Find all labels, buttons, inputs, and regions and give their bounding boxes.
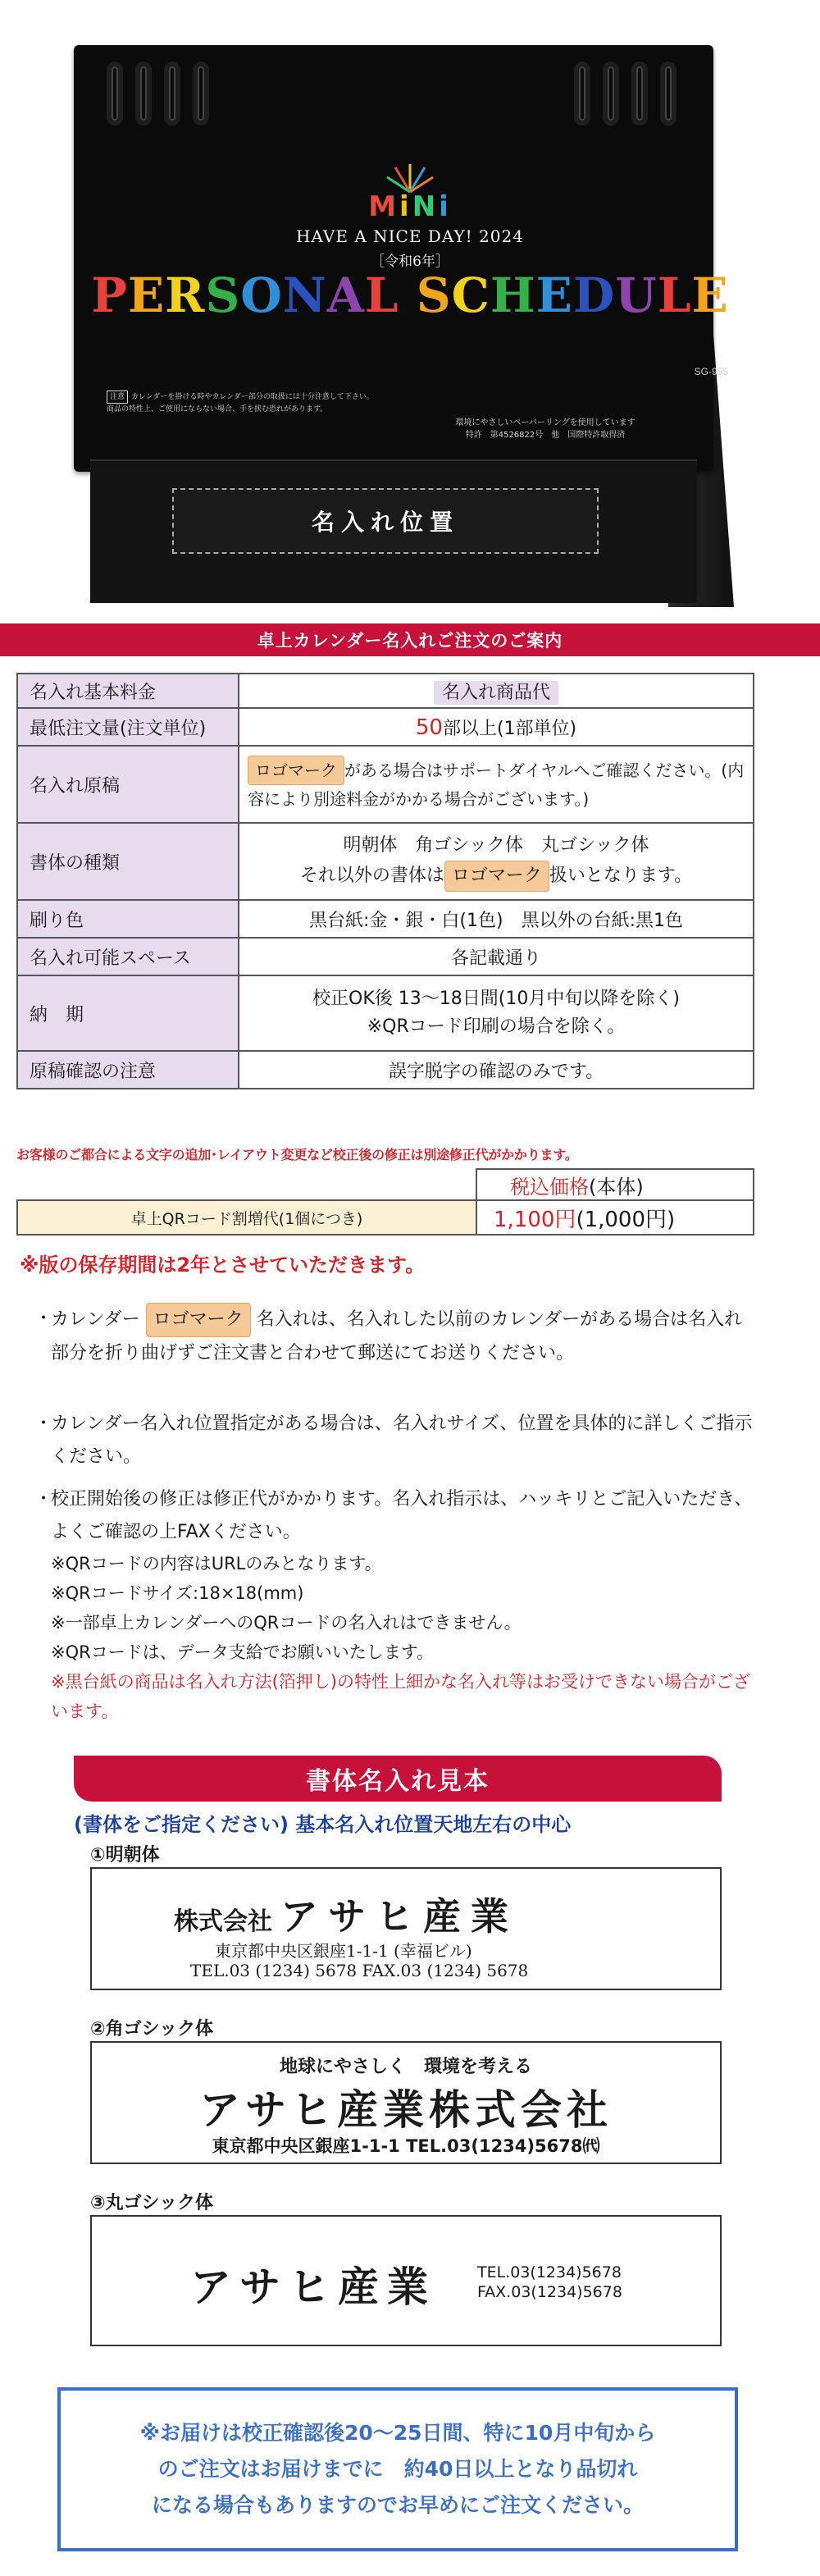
row-value: 誤字脱字の確認のみです。 [239, 1051, 754, 1089]
qr-price-label: 卓上QRコード割増代(1個につき) [18, 1201, 477, 1234]
warning-text: カレンダーを掛ける時やカレンダー部分の取扱には十分注意して下さい。 商品の特性上、ご使用にならない場合、手を挟む恐れがあります。 [107, 393, 374, 413]
row-value: 明朝体 角ゴシック体 丸ゴシック体 それ以外の書体は ロゴマーク 扱いとなります。 [239, 823, 754, 900]
row-value: ロゴマーク がある場合はサポートダイヤルへご確認ください。(内容により別途料金がかかる場合がございます。) [239, 746, 754, 823]
paper-ring [193, 62, 209, 126]
mini-logo: MiNi [368, 190, 452, 223]
row-label: 書体の種類 [17, 823, 239, 900]
sample-label: ③丸ゴシック体 [90, 2193, 214, 2213]
qr-note: ※QRコードの内容はURLのみとなります。 [51, 1554, 382, 1573]
title-letter: L [364, 267, 399, 323]
warning-badge: 注意 [107, 391, 128, 404]
title-letter: N [282, 267, 327, 323]
bullet-logo-mark: ・ カレンダー ロゴマーク 名入れは、名入れした以前のカレンダーがある場合は名入れ部分を折り曲げずご注文書と合わせて郵送にてお送りください。 [51, 1303, 756, 1370]
product-code: SG-955 [694, 366, 728, 377]
mincho-sample: 株式会社 アサヒ産業 東京都中央区銀座1-1-1 (幸福ビル) TEL.03 (1234) 5678 FAX.03 (1234) 5678 [90, 1867, 722, 1990]
row-label: 原稿確認の注意 [17, 1051, 239, 1089]
logo-mark-tag: ロゴマーク [444, 861, 549, 892]
title-letter: E [691, 267, 729, 323]
row-label: 名入れ基本料金 [17, 674, 239, 708]
bullet-position: ・ カレンダー名入れ位置指定がある場合は、名入れサイズ、位置を具体的に詳しくご指示ください。 [34, 1414, 753, 1467]
title-letter: P [91, 267, 128, 323]
row-label: 最低注文量(注文単位) [17, 708, 239, 746]
qr-price-row [16, 1199, 754, 1235]
title-letter: C [451, 267, 490, 323]
product-image [0, 0, 820, 623]
cover-era: ［令和6年］ [371, 253, 449, 270]
maru-gothic-sample: アサヒ産業 TEL.03(1234)5678 FAX.03(1234)5678 [90, 2215, 722, 2346]
bullet-revision: ・ 校正開始後の修正は修正代がかかります。名入れ指示は、ハッキリとご記入いただき、よくご確認の上FAXください。 [34, 1489, 753, 1542]
delivery-notice: ※お届けは校正確認後20～25日間、特に10月中旬から のご注文はお届けまでに 約40日以上となり品切れ になる場合もありますのでお早めにご注文ください。 [57, 2387, 738, 2551]
sample-label: ①明朝体 [90, 1845, 160, 1866]
font-sample-subheading: (書体をご指定ください) 基本名入れ位置天地左右の中心 [74, 1813, 572, 1836]
cover-title [0, 267, 820, 323]
table-row [17, 1051, 754, 1089]
revision-caution: お客様のご都合による文字の追加･レイアウト変更など校正後の修正は別途修正代がかかります。 [16, 1147, 578, 1162]
foil-note: ※黒台紙の商品は名入れ方法(箔押し)の特性上細かな名入れ等はお受けできない場合がございます。 [51, 1672, 750, 1721]
logo-mark-tag: ロゴマーク [146, 1303, 251, 1337]
burst-icon [385, 161, 435, 194]
paper-ring [107, 62, 123, 126]
qr-price-value: 1,100円 (1,000円) [494, 1207, 676, 1232]
title-letter: A [326, 267, 365, 323]
eco-ring-note: 環境にやさしいペーパーリングを使用しています 特許 第4526822号 他 国際特許取得済 [455, 418, 636, 440]
title-letter: S [416, 267, 452, 323]
row-label: 名入れ可能スペース [17, 938, 239, 975]
qr-note: ※QRコードサイズ:18×18(mm) [51, 1583, 304, 1603]
table-row [17, 938, 754, 975]
title-letter: U [615, 267, 658, 323]
table-row [17, 975, 754, 1051]
cover-tagline: HAVE A NICE DAY! 2024 [296, 226, 524, 246]
row-value: 50部以上(1部単位) [239, 708, 754, 746]
qr-note: ※QRコードは、データ支給でお願いいたします。 [51, 1642, 435, 1662]
table-row [17, 900, 754, 938]
title-letter [399, 267, 417, 323]
plate-storage-notice: ※版の保存期間は2年とさせていただきます。 [20, 1254, 426, 1277]
table-row [17, 746, 754, 823]
paper-ring [631, 62, 648, 126]
title-letter: D [572, 267, 616, 323]
price-header: 税込価格 (本体) [476, 1168, 754, 1199]
logo-mark-tag: ロゴマーク [248, 756, 344, 785]
order-guide-banner: 卓上カレンダー名入れご注文のご案内 [0, 623, 820, 656]
paper-ring [574, 62, 590, 126]
table-row [17, 708, 754, 746]
row-value: 名入れ商品代 [239, 674, 754, 708]
paper-ring [603, 62, 619, 126]
title-letter: E [127, 267, 166, 323]
row-value: 校正OK後 13～18日間(10月中旬以降を除く) ※QRコード印刷の場合を除く。 [239, 975, 754, 1051]
order-info-table [16, 673, 754, 1089]
name-position-box: 名入れ位置 [172, 488, 599, 554]
row-value: 黒台紙:金・銀・白(1色) 黒以外の台紙:黒1色 [239, 900, 754, 938]
table-row [17, 674, 754, 708]
title-letter: L [657, 267, 692, 323]
title-letter: O [240, 267, 283, 323]
sample-label: ②角ゴシック体 [90, 2019, 214, 2039]
title-letter: R [165, 267, 206, 323]
title-letter: H [490, 267, 536, 323]
paper-ring [164, 62, 180, 126]
title-letter: E [535, 267, 573, 323]
table-row [17, 823, 754, 900]
kaku-gothic-sample: 地球にやさしく 環境を考える アサヒ産業株式会社 東京都中央区銀座1-1-1 TEL.03(1234)5678㈹ [90, 2041, 722, 2164]
row-label: 名入れ原稿 [17, 746, 239, 823]
paper-ring [135, 62, 152, 126]
title-letter: S [205, 267, 241, 323]
row-label: 納 期 [17, 975, 239, 1051]
paper-ring [660, 62, 676, 126]
cover-warning [107, 391, 377, 415]
row-value: 各記載通り [239, 938, 754, 975]
row-label: 刷り色 [17, 900, 239, 938]
font-sample-heading: 書体名入れ見本 [74, 1756, 722, 1802]
qr-note: ※一部卓上カレンダーへのQRコードの名入れはできません。 [51, 1613, 522, 1633]
